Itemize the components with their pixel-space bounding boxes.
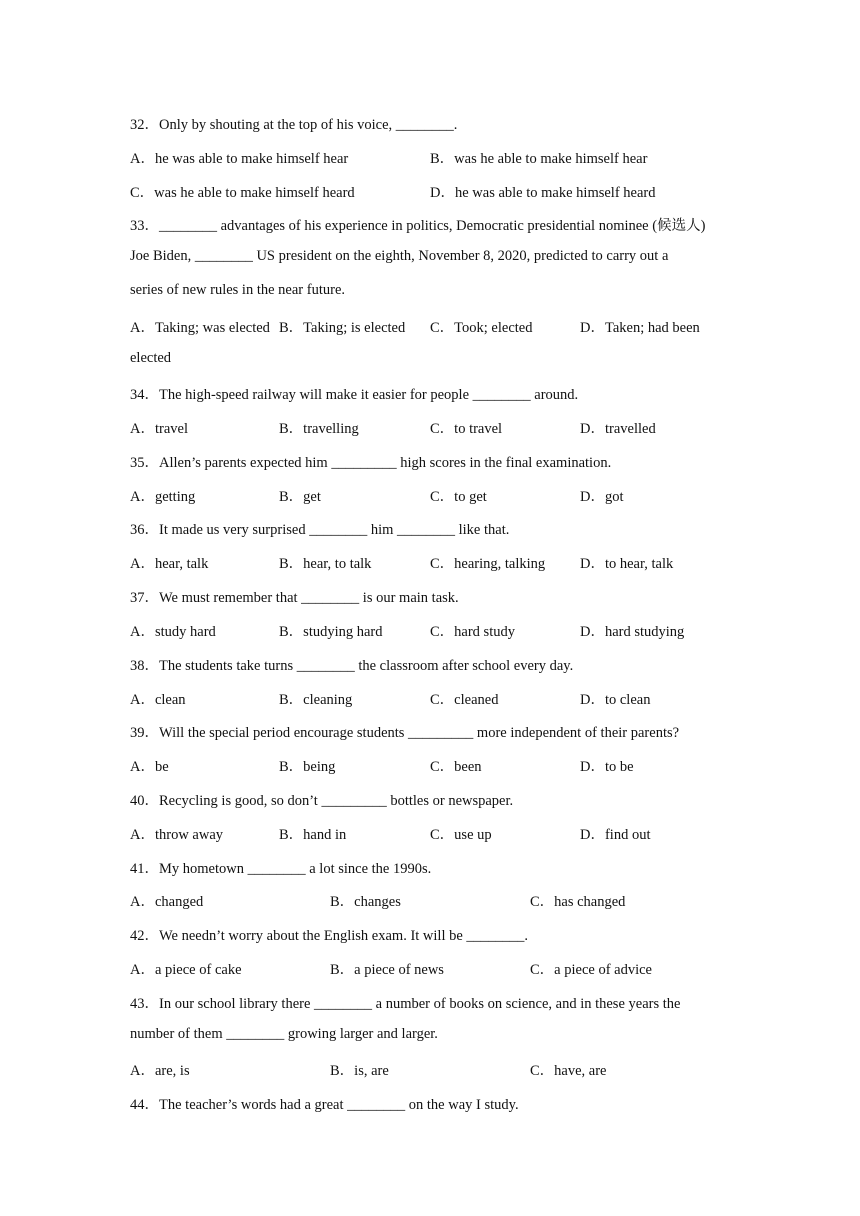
question-35-option-a: A．getting xyxy=(130,489,196,505)
question-36-option-b: B．hear, to talk xyxy=(279,556,372,572)
question-38-option-c: C．cleaned xyxy=(430,692,499,708)
question-38-option-b: B．cleaning xyxy=(279,692,353,708)
question-36-stem: 36．It made us very surprised ________ him ________ like that. xyxy=(130,522,510,538)
question-42-option-b: B．a piece of news xyxy=(330,962,444,978)
question-43-option-b: B．is, are xyxy=(330,1063,389,1079)
question-40-stem: 40．Recycling is good, so don’t _________ bottles or newspaper. xyxy=(130,793,514,809)
question-44-stem: 44．The teacher’s words had a great ________ on the way I study. xyxy=(130,1097,519,1113)
question-38-option-d: D．to clean xyxy=(580,692,651,708)
question-40-option-b: B．hand in xyxy=(279,827,347,843)
question-43-option-a: A．are, is xyxy=(130,1063,190,1079)
question-35-option-c: C．to get xyxy=(430,489,487,505)
question-39-option-a: A．be xyxy=(130,759,169,775)
question-37-option-a: A．study hard xyxy=(130,624,216,640)
question-32-stem: 32．Only by shouting at the top of his voice, ________. xyxy=(130,117,458,133)
question-43-stem-line-1: 43．In our school library there ________ a number of books on science, and in these years the xyxy=(130,996,681,1012)
question-33-stem-line-1: 33．________ advantages of his experience in politics, Democratic presidential nominee (候选人) xyxy=(130,218,706,234)
question-33-option-b: B．Taking; is elected xyxy=(279,320,406,336)
question-37-option-b: B．studying hard xyxy=(279,624,383,640)
question-34-option-a: A．travel xyxy=(130,421,188,437)
question-32-option-d: D．he was able to make himself heard xyxy=(430,185,656,201)
question-40-option-d: D．find out xyxy=(580,827,651,843)
question-35-option-d: D．got xyxy=(580,489,624,505)
question-34-option-d: D．travelled xyxy=(580,421,656,437)
question-35-option-b: B．get xyxy=(279,489,321,505)
question-39-option-c: C．been xyxy=(430,759,482,775)
question-36-option-c: C．hearing, talking xyxy=(430,556,546,572)
question-42-option-c: C．a piece of advice xyxy=(530,962,652,978)
question-32-option-a: A．he was able to make himself hear xyxy=(130,151,349,167)
question-42-stem: 42．We needn’t worry about the English exam. It will be ________. xyxy=(130,928,529,944)
question-40-option-c: C．use up xyxy=(430,827,492,843)
question-33-stem-line-2: Joe Biden, ________ US president on the eighth, November 8, 2020, predicted to carry out a xyxy=(130,248,669,264)
question-36-option-d: D．to hear, talk xyxy=(580,556,674,572)
question-37-option-d: D．hard studying xyxy=(580,624,685,640)
question-32-option-b: B．was he able to make himself hear xyxy=(430,151,648,167)
question-34-option-b: B．travelling xyxy=(279,421,359,437)
question-33-option-a: A．Taking; was elected xyxy=(130,320,270,336)
question-35-stem: 35．Allen’s parents expected him _________ high scores in the final examination. xyxy=(130,455,612,471)
question-43-option-c: C．have, are xyxy=(530,1063,607,1079)
question-41-stem: 41．My hometown ________ a lot since the 1990s. xyxy=(130,861,432,877)
question-41-option-b: B．changes xyxy=(330,894,401,910)
question-38-stem: 38．The students take turns ________ the classroom after school every day. xyxy=(130,658,574,674)
question-34-option-c: C．to travel xyxy=(430,421,503,437)
question-34-stem: 34．The high-speed railway will make it easier for people ________ around. xyxy=(130,387,579,403)
question-39-option-b: B．being xyxy=(279,759,336,775)
question-33-option-d: D．Taken; had been xyxy=(580,320,700,336)
question-43-stem-line-2: number of them ________ growing larger and larger. xyxy=(130,1026,438,1042)
question-33-stem-line-3: series of new rules in the near future. xyxy=(130,282,346,298)
question-33-option-d-continued: elected xyxy=(130,350,172,366)
question-32-option-c: C．was he able to make himself heard xyxy=(130,185,355,201)
question-41-option-c: C．has changed xyxy=(530,894,626,910)
question-37-option-c: C．hard study xyxy=(430,624,515,640)
question-41-option-a: A．changed xyxy=(130,894,204,910)
question-40-option-a: A．throw away xyxy=(130,827,224,843)
question-39-stem: 39．Will the special period encourage students _________ more independent of their parents? xyxy=(130,725,680,741)
question-37-stem: 37．We must remember that ________ is our main task. xyxy=(130,590,459,606)
question-39-option-d: D．to be xyxy=(580,759,634,775)
question-42-option-a: A．a piece of cake xyxy=(130,962,242,978)
question-38-option-a: A．clean xyxy=(130,692,186,708)
question-33-option-c: C．Took; elected xyxy=(430,320,533,336)
question-36-option-a: A．hear, talk xyxy=(130,556,209,572)
